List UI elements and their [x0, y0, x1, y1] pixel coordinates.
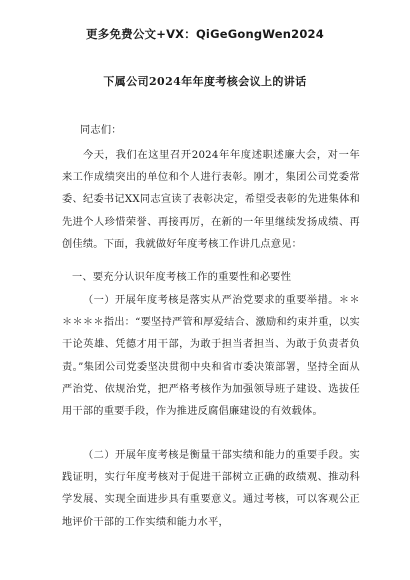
- paragraph-point-1: （一）开展年度考核是落实从严治党要求的重要举措。＊＊＊＊＊＊指出：“要坚持严管和厚爱结合、激励和约束并重，以实干论英雄、凭德才用干部，为敢于担当者担当、为敢于负责者负责。”集团公司党委坚决贯彻中央和省市委决策部署，坚持全面从严治党、依规治党，把严格考核作为加强领导班子建设、选拔任用干部的重要手段，作为推进反腐倡廉建设的有效载体。: [62, 295, 360, 418]
- section-heading: 一、要充分认识年度考核工作的重要性和必要性: [72, 272, 292, 283]
- salutation: 同志们：: [80, 125, 122, 136]
- paragraph-point-2: （二）开展年度考核是衡量干部实绩和能力的重要手段。实践证明，实行年度考核对于促进干部树立正确的政绩观、推动科学发展、实现全面进步具有重要意义。通过考核，可以客观公正地评价干部的工作实绩和能力水平，: [62, 450, 360, 528]
- document-title: 下属公司2024年年度考核会议上的讲话: [103, 75, 307, 88]
- paragraph-intro: 今天，我们在这里召开2024年年度述职述廉大会，对一年来工作成绩突出的单位和个人进行表彰。刚才，集团公司党委常委、纪委书记XX同志宣读了表彰决定，希望受表彰的先进集体和先进个人珍惜荣誉、再接再厉，在新的一年里继续发扬成绩、再创佳绩。下面，我就做好年度考核工作讲几点意见：: [62, 150, 360, 250]
- watermark-banner: 更多免费公文+VX：QiGeGongWen2024: [86, 27, 324, 41]
